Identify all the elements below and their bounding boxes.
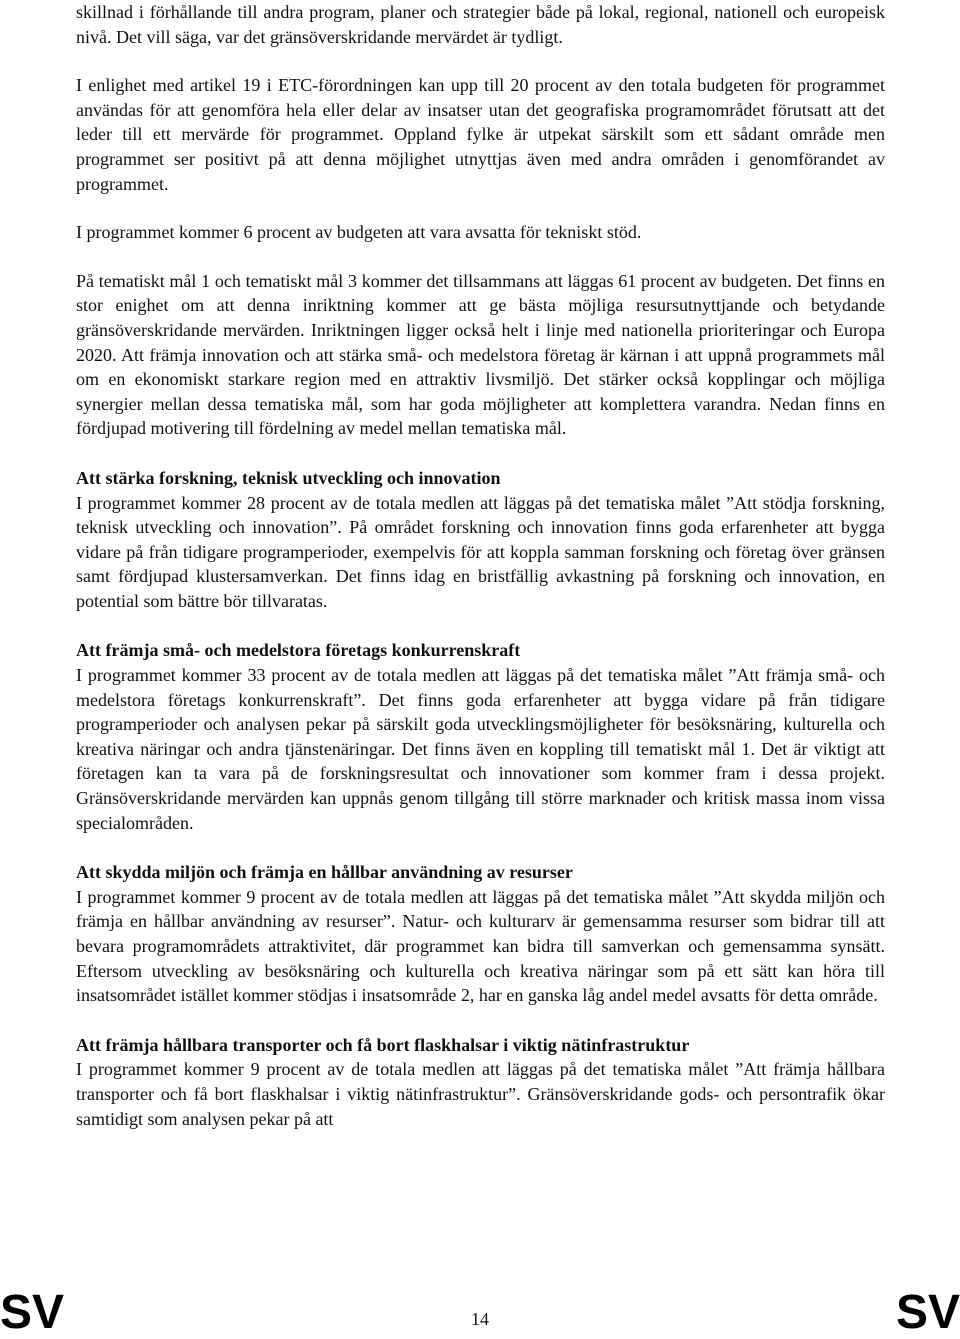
section-sustainable-transport: [76, 1033, 885, 1131]
section-body: I programmet kommer 28 procent av de totala medlen att läggas på det tematiska målet ”Att stödja forskning, teknisk utveckling och innovation”. På området forskning och innovation finns goda erfarenheter att bygga vidare på från tidigare programperioder, exempelvis för att koppla samman forskning och företag över gränsen samt fördjupad klustersamverkan. Det finns idag en bristfällig avkastning på forskning och innovation, en potential som bättre bör tillvaratas.: [76, 492, 885, 611]
section-heading: Att främja hållbara transporter och få bort flaskhalsar i viktig nätinfrastruktur: [76, 1034, 690, 1055]
section-sme-competitiveness: [76, 638, 885, 835]
document-page: [76, 0, 885, 1131]
section-heading: Att skydda miljön och främja en hållbar användning av resurser: [76, 862, 573, 883]
section-research-innovation: [76, 466, 885, 614]
section-body: I programmet kommer 9 procent av de totala medlen att läggas på det tematiska målet ”Att främja hållbara transporter och få bort flaskhalsar i viktig nätinfrastruktur”. Gränsöverskridande gods- och persontrafik ökar samtidigt som analysen pekar på att: [76, 1059, 885, 1129]
section-environment-resources: [76, 860, 885, 1008]
page-number: 14: [471, 1309, 489, 1329]
section-body: I programmet kommer 9 procent av de totala medlen att läggas på det tematiska målet ”Att skydda miljön och främja en hållbar användning av resurser”. Natur- och kulturarv är gemensamma resurser som bidrar till att bevara programområdets attraktivitet, där programmet kan bidra till samverkan och gemensamma synsätt. Eftersom utveckling av besöksnäring och kulturella och kreativa näringar som på ett sätt kan höra till insatsområdet istället kommer stödjas i insatsområde 2, har en ganska låg andel medel avsatts för detta område.: [76, 886, 885, 1006]
paragraph-thematic-goals: På tematiskt mål 1 och tematiskt mål 3 kommer det tillsammans att läggas 61 procent av budgeten. Det finns en stor enighet om att denna inriktning kommer att ge bästa möjliga resursutnyttjande och betydande gränsöverskridande mervärden. Inriktningen ligger också helt i linje med nationella prioriteringar och Europa 2020. Att främja innovation och att stärka små- och medelstora företag är kärnan i att uppnå programmets mål om en ekonomiskt starkare region med en attraktiv livsmiljö. Det stärker också kopplingar och möjliga synergier mellan dessa tematiska mål, som har goda möjligheter att komplettera varandra. Nedan finns en fördjupad motivering till fördelning av medel mellan tematiska mål.: [76, 270, 885, 439]
paragraph-article-19: I enlighet med artikel 19 i ETC-förordningen kan upp till 20 procent av den totala budgeten för programmet användas för att genomföra hela eller delar av insatser utan det geografiska programområdet förutsatt att det leder till ett mervärde för programmet. Oppland fylke är utpekat särskilt som ett sådant område men programmet ser positivt på att denna möjlighet utnyttjas även med andra områden i genomförandet av programmet.: [76, 75, 885, 194]
section-heading: Att främja små- och medelstora företags konkurrenskraft: [76, 640, 521, 661]
section-body: I programmet kommer 33 procent av de totala medlen att läggas på det tematiska målet ”Att främja små- och medelstora företags konkurrenskraft”. Det finns goda erfarenheter att bygga vidare på från tidigare programperioder och analysen pekar på särskilt goda utvecklingsmöjligheter för besöksnäring, kulturella och kreativa näringar och andra tjänstenäringar. Det finns även en koppling till tematiskt mål 1. Det är viktigt att företagen kan ta vara på de forskningsresultat och innovationer som kommer fram i dessa projekt. Gränsöverskridande mervärden kan uppnås genom tillgång till större marknader och kritisk massa inom vissa specialområden.: [76, 665, 885, 833]
paragraph-technical-support: I programmet kommer 6 procent av budgeten att vara avsatta för tekniskt stöd.: [76, 222, 642, 243]
footer-language-code-right: SV: [895, 1286, 960, 1339]
footer-language-code-left: SV: [0, 1286, 65, 1339]
section-heading: Att stärka forskning, teknisk utveckling och innovation: [76, 467, 501, 488]
paragraph-intro-continued: skillnad i förhållande till andra program, planer och strategier både på lokal, regional, nationell och europeisk nivå. Det vill säga, var det gränsöverskridande mervärdet är tydligt.: [76, 2, 885, 47]
